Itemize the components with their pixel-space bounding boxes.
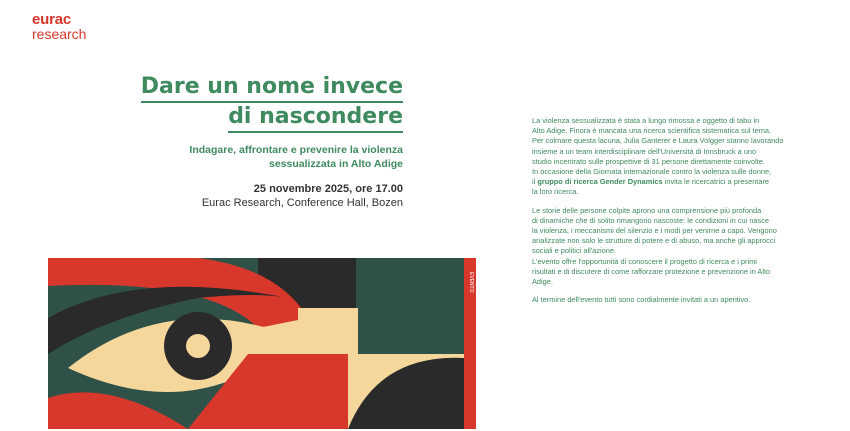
desc-p2-line: analizzate non solo le strutture di potere e di abuso, ma anche gli approcci (532, 236, 776, 246)
desc-p2-line: la violenza, i meccanismi del silenzio e i modi per venirne a capo. Vengono (532, 226, 777, 236)
logo-line2: research (32, 26, 87, 42)
desc-p2-line: di dinamiche che di solito rimangono nascoste: le condizioni in cui nasce (532, 215, 770, 225)
desc-p1-pre: il (532, 177, 536, 187)
desc-p2-line: Le storie delle persone colpite aprono una comprensione più profonda (532, 205, 762, 215)
art-cream-square (298, 308, 358, 354)
desc-p1-post: invita le ricercatrici a presentare (664, 177, 770, 187)
desc-p1-line: Per colmare questa lacuna, Julia Ganterer e Laura Volgger stanno lavorando (532, 136, 784, 146)
title-line2: di nascondere (228, 103, 403, 133)
desc-p2-line: L'evento offre l'opportunità di conoscere il progetto di ricerca e i primi (532, 256, 757, 266)
event-date: 25 novembre 2025, ore 17.00 (253, 183, 403, 195)
evento-tag: EVENTO (468, 272, 474, 293)
subtitle-line2: sessualizzata in Alto Adige (268, 158, 403, 170)
desc-p1-line: La violenza sessualizzata è stata a lungo rimossa e oggetto di tabu in (532, 116, 760, 125)
desc-p2-line: Adige. (532, 277, 553, 287)
desc-p1-line: Alto Adige. Finora è mancata una ricerca scientifica sistematica sul tema. (532, 126, 772, 136)
event-subtitle (143, 143, 403, 171)
description-paragraph-3: Al termine dell'evento tutti sono cordialmente invitati a un aperitivo. (532, 295, 751, 305)
event-description (532, 116, 802, 313)
eye-illustration (48, 258, 476, 429)
event-venue: Eurac Research, Conference Hall, Bozen (201, 197, 403, 209)
desc-p1-end: la loro ricerca. (532, 187, 579, 197)
art-eye-pupil (186, 334, 210, 358)
art-teal-right-block (356, 258, 464, 354)
title-line1: Dare un nome invece (141, 73, 403, 103)
subtitle-line1: Indagare, affrontare e prevenire la violenza (189, 144, 403, 156)
desc-p2-line: risultati e di discutere di come rafforzare protezione e prevenzione in Alto (532, 266, 771, 276)
eurac-research-logo[interactable] (32, 13, 86, 41)
desc-p1-line: insieme a un team interdisciplinare dell'Università di Innsbruck a uno (532, 146, 757, 156)
research-group-link: gruppo di ricerca Gender Dynamics (537, 177, 663, 187)
desc-p1-line: In occasione della Giornata internazionale contro la violenza sulle donne, (532, 167, 772, 177)
event-title (141, 73, 403, 133)
description-paragraph-2 (532, 206, 802, 288)
logo-line1: eurac (32, 11, 72, 28)
description-paragraph-1 (532, 116, 802, 198)
desc-p1-line: studio incentrato sulle prospettive di 31 persone direttamente coinvolte. (532, 156, 765, 166)
desc-p2-line: sociali e politici all'azione. (532, 246, 616, 256)
